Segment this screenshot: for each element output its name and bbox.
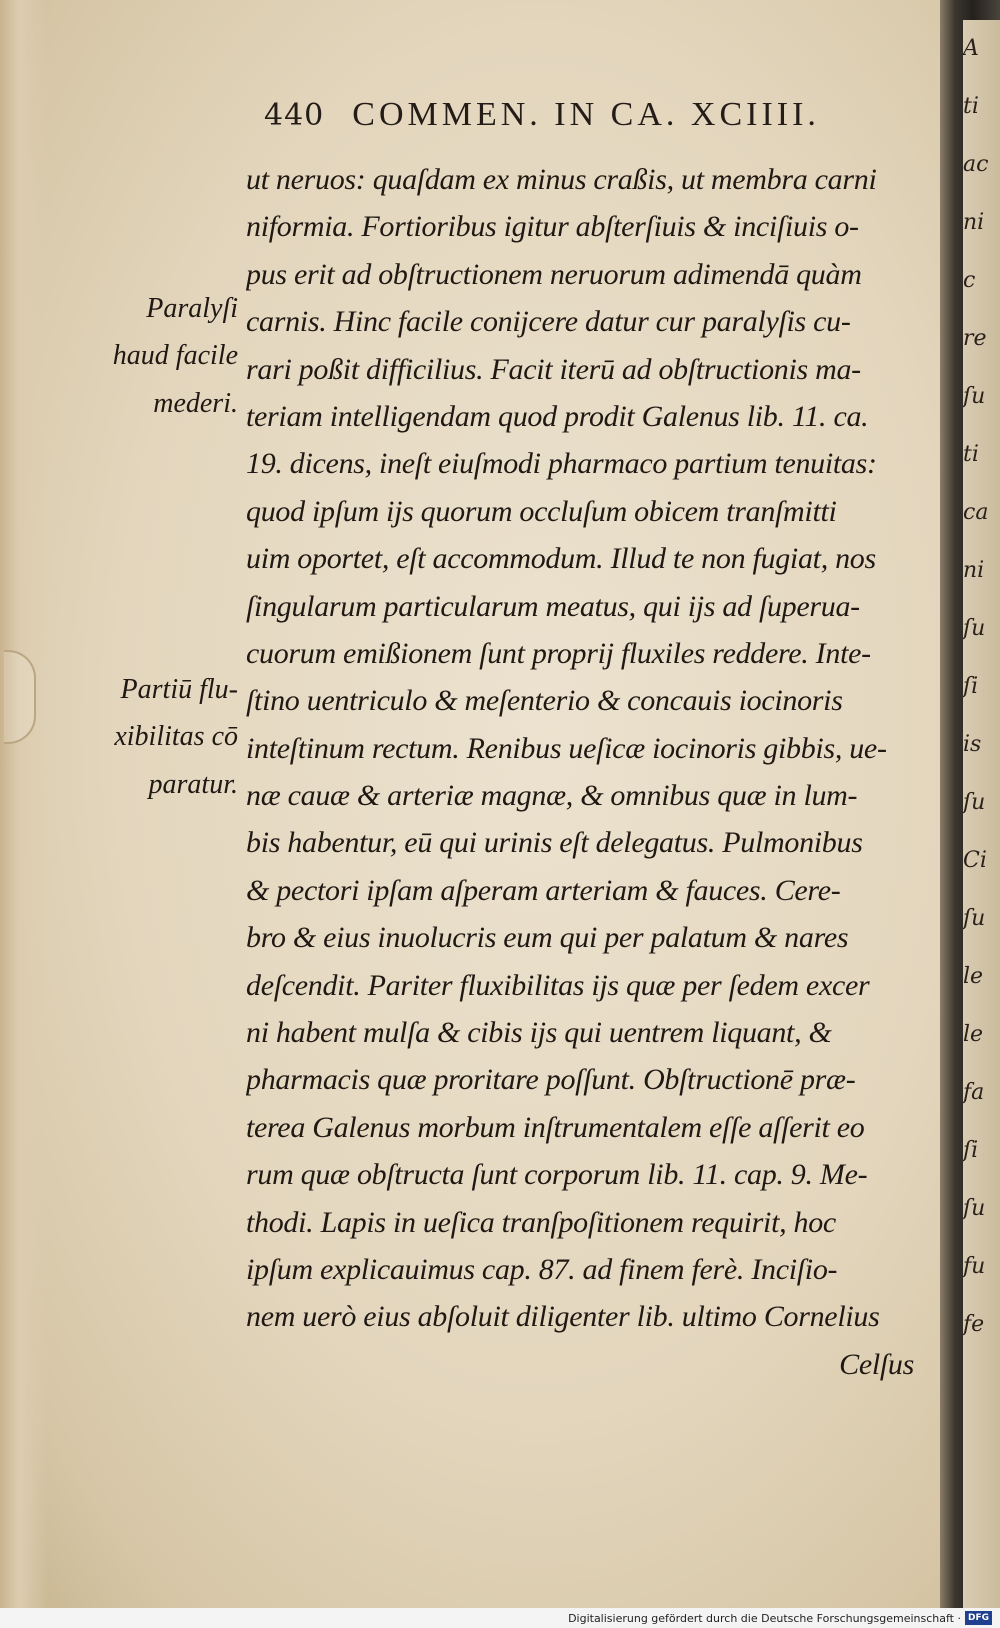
marginal-note-line: Partiū flu- bbox=[120, 674, 238, 705]
facing-page-fragment: is bbox=[963, 732, 982, 757]
text-line: cuorum emißionem ſunt proprij fluxiles reddere. Inte- bbox=[246, 636, 871, 670]
text-line: rum quæ obſtructa ſunt corporum lib. 11. cap. 9. Me- bbox=[246, 1158, 868, 1192]
dfg-logo: DFG bbox=[965, 1611, 992, 1625]
marginal-note-line: Paralyſi bbox=[146, 293, 238, 324]
text-line: deſcendit. Pariter fluxibilitas ijs quæ per ſedem excer bbox=[246, 968, 870, 1002]
text-line: ſtino uentriculo & meſenterio & concauis iocinoris bbox=[246, 684, 843, 718]
text-line: teriam intelligendam quod prodit Galenus lib. 11. ca. bbox=[246, 399, 869, 433]
facing-page-fragment: le bbox=[963, 964, 984, 989]
facing-page-fragment: re bbox=[963, 326, 987, 351]
facing-page-fragment: ni bbox=[963, 210, 985, 235]
facing-page-fragment: ſi bbox=[963, 1138, 979, 1163]
text-line: ipſum explicauimus cap. 87. ad finem ferè. Inciſio- bbox=[246, 1252, 838, 1286]
text-line: næ cauæ & arteriæ magnæ, & omnibus quæ in lum- bbox=[246, 779, 858, 813]
funding-credit: Digitalisierung gefördert durch die Deutsche Forschungsgemeinschaft · bbox=[568, 1611, 961, 1625]
facing-page-fragment: ti bbox=[963, 94, 979, 119]
text-line: carnis. Hinc facile conijcere datur cur paralyſis cu- bbox=[246, 305, 851, 339]
text-line: ut neruos: quaſdam ex minus craßis, ut membra carni bbox=[246, 163, 877, 196]
facing-page-fragment: le bbox=[963, 1022, 984, 1047]
marginal-note-fluxibility bbox=[38, 666, 238, 808]
marginal-note-line: paratur. bbox=[148, 768, 238, 800]
text-line: niformia. Fortioribus igitur abſterſiuis & inciſiuis o- bbox=[246, 210, 859, 244]
text-line: bis habentur, eū qui urinis eſt delegatus. Pulmonibus bbox=[246, 826, 863, 860]
facing-page-fragment: ſu bbox=[963, 384, 986, 409]
text-line: thodi. Lapis in ueſica tranſpoſitionem requirit, hoc bbox=[246, 1205, 836, 1239]
facing-page-fragment: ſu bbox=[963, 1196, 986, 1221]
facing-page-fragment: fa bbox=[963, 1080, 985, 1105]
text-line: & pectori ipſam aſperam arteriam & fauces. Cere- bbox=[246, 873, 841, 907]
facing-page-fragment: fu bbox=[963, 1254, 986, 1279]
text-line: pharmacis quæ proritare poſſunt. Obſtructionē præ- bbox=[246, 1063, 856, 1097]
paper-fold-mark bbox=[4, 650, 36, 744]
digitization-footer bbox=[0, 1608, 1000, 1628]
facing-page-fragment: ſu bbox=[963, 790, 986, 815]
facing-page-fragment: ti bbox=[963, 442, 979, 467]
marginal-note-line: mederi. bbox=[153, 387, 238, 419]
text-line: ni habent mulſa & cibis ijs qui uentrem liquant, & bbox=[246, 1016, 832, 1050]
facing-page-fragment: ſu bbox=[963, 906, 986, 931]
facing-page-fragment: ca bbox=[963, 500, 989, 525]
text-line: bro & eius inuolucris eum qui per palatum & nares bbox=[246, 921, 849, 955]
running-title: COMMEN. IN CA. XCIIII. bbox=[352, 96, 820, 133]
facing-page-fragment: ſu bbox=[963, 616, 986, 641]
running-head bbox=[264, 96, 904, 148]
facing-page-edge bbox=[963, 20, 1000, 1608]
text-line: ſingularum particularum meatus, qui ijs ad ſuperua- bbox=[246, 589, 860, 623]
marginal-note-paralysis bbox=[38, 285, 238, 427]
catchword: Celſus bbox=[839, 1347, 914, 1381]
text-line: inteſtinum rectum. Renibus ueſicæ iocinoris gibbis, ue- bbox=[246, 731, 887, 765]
facing-page-fragment: c bbox=[963, 268, 976, 293]
facing-page-fragment: ac bbox=[963, 152, 989, 177]
text-line: 19. dicens, ineſt eiuſmodi pharmaco partium tenuitas: bbox=[246, 447, 877, 481]
page-number: 440 bbox=[264, 98, 325, 133]
text-line: uim oportet, eſt accommodum. Illud te non fugiat, nos bbox=[246, 542, 876, 576]
facing-page-fragment: A bbox=[963, 36, 979, 61]
text-line: rari poßit difficilius. Facit iterū ad obſtructionis ma- bbox=[246, 352, 861, 386]
facing-page-fragment: Ci bbox=[963, 848, 987, 873]
main-text-block bbox=[246, 156, 914, 1388]
marginal-note-line: xibilitas cō bbox=[114, 721, 238, 753]
text-line: quod ipſum ijs quorum occluſum obicem tranſmitti bbox=[246, 494, 837, 528]
marginal-note-line: haud facile bbox=[112, 340, 238, 372]
facing-page-fragment: ni bbox=[963, 558, 985, 583]
text-line: pus erit ad obſtructionem neruorum adimendā quàm bbox=[246, 257, 862, 291]
text-line: nem uerò eius abſoluit diligenter lib. ultimo Cornelius bbox=[246, 1300, 880, 1334]
text-line: terea Galenus morbum inſtrumentalem eſſe aſſerit eo bbox=[246, 1110, 865, 1144]
facing-page-fragment: fe bbox=[963, 1312, 985, 1337]
facing-page-fragment: ſi bbox=[963, 674, 979, 699]
